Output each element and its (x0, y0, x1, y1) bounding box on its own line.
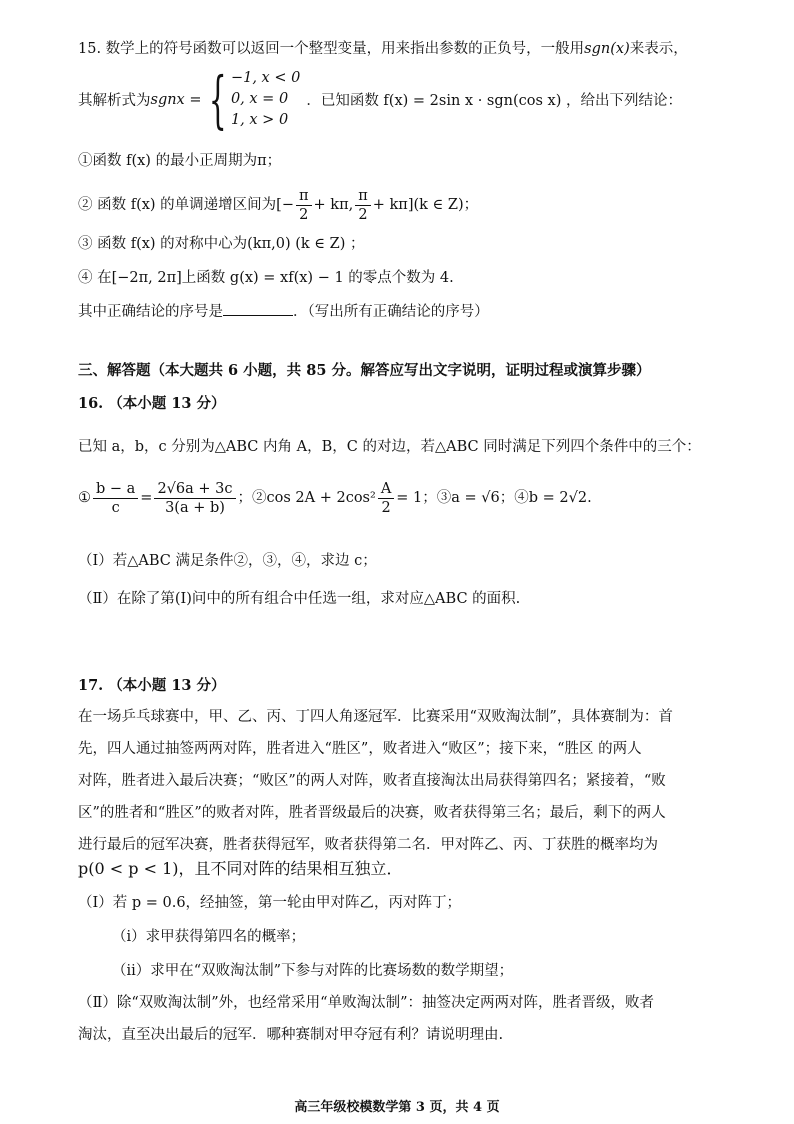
q15-sgn-symbol: sgn(x) (584, 41, 630, 57)
left-brace-icon: { (208, 62, 227, 136)
q16-part2: （Ⅱ）在除了第(Ⅰ)问中的所有组合中任选一组，求对应△ABC 的面积. (78, 591, 521, 607)
q16-cond2-fraction: $\frac{A}{2}$ (378, 480, 394, 517)
q15-case1: −1, x < 0 (230, 70, 301, 86)
q17-part2-line2: 淘汰，直至决出最后的冠军．哪种赛制对甲夺冠有利？请说明理由. (78, 1027, 504, 1043)
q15-definition (78, 62, 682, 138)
q16-title: 16. （本小题 13 分） (78, 395, 226, 412)
q15-ask-end: ．（写出所有正确结论的序号） (293, 304, 489, 320)
q15-pi-over-2-second: $\frac{\pi}{2}$ (355, 187, 371, 224)
q15-c2-part3: + kπ](k ∈ Z)； (372, 197, 479, 213)
section3-heading: 三、解答题（本大题共 6 小题，共 85 分。解答应写出文字说明，证明过程或演算步骤） (78, 362, 651, 379)
q15-conclusion2 (78, 186, 734, 224)
q15-conclusion4: ④ 在[−2π, 2π]上函数 g(x) = xf(x) − 1 的零点个数为 4. (78, 270, 454, 286)
q15-pi-over-2-first: $\frac{\pi}{2}$ (296, 187, 312, 224)
q15-conclusion1: ①函数 f(x) 的最小正周期为π； (78, 153, 282, 169)
q15-ask (78, 301, 734, 323)
q17-title: 17. （本小题 13 分） (78, 677, 226, 694)
q15-c2-part2: + kπ, (313, 197, 354, 213)
answer-blank[interactable] (223, 301, 293, 316)
q16-cond1-label: ① (78, 490, 91, 506)
q16-cond2-part2: = 1；③a = √6；④b = 2√2. (396, 490, 592, 506)
q17-line1: 在一场乒乓球赛中，甲、乙、丙、丁四人角逐冠军．比赛采用“双败淘汰制”，具体赛制为：首 (78, 709, 673, 725)
q15-c2-part1: ② 函数 f(x) 的单调递增区间为[− (78, 197, 294, 213)
q15-conclusion3: ③ 函数 f(x) 的对称中心为(kπ,0) (k ∈ Z) ； (78, 236, 365, 252)
q16-conditions (78, 478, 734, 518)
q17-line3: 对阵，胜者进入最后决赛；“败区”的两人对阵，败者直接淘汰出局获得第四名；紧接着，“败 (78, 773, 666, 789)
q16-part1: （Ⅰ）若△ABC 满足条件②，③，④，求边 c； (78, 553, 377, 569)
q15-given: ．已知函数 f(x) = 2sin x · sgn(cos x) ，给出下列结论： (306, 93, 682, 109)
q17-part1: （Ⅰ）若 p = 0.6，经抽签，第一轮由甲对阵乙，丙对阵丁； (78, 895, 462, 911)
q16-stem: 已知 a，b，c 分别为△ABC 内角 A，B，C 的对边，若△ABC 同时满足下列四个条件中的三个： (78, 439, 701, 455)
q15-cases (231, 68, 300, 131)
q16-cond1-right-fraction: $\frac{2√6a + 3c}{3(a + b)}$ (154, 480, 235, 517)
q16-cond1-left-fraction: $\frac{b - a}{c}$ (93, 480, 138, 517)
q16-cond2-part1: ；②cos 2A + 2cos² (237, 490, 376, 506)
q15-sgnx: sgnx = (150, 91, 202, 108)
q17-line2: 先，四人通过抽签两两对阵，胜者进入“胜区”，败者进入“败区”；接下来，“胜区 的两人 (78, 741, 642, 757)
q16-cond1-equals: = (140, 490, 153, 506)
q15-ask-text: 其中正确结论的序号是 (78, 304, 223, 320)
q15-line1 (78, 38, 734, 60)
q17-part1-ii: （ⅱ）求甲在“双败淘汰制”下参与对阵的比赛场数的数学期望； (112, 963, 514, 979)
q17-part2-line1: （Ⅱ）除“双败淘汰制”外，也经常采用“单败淘汰制”：抽签决定两两对阵，胜者晋级，败者 (78, 995, 655, 1011)
q15-intro: 其解析式为 (78, 93, 151, 109)
q17-line5: 进行最后的冠军决赛，胜者获得冠军，败者获得第二名．甲对阵乙、丙、丁获胜的概率均为 (78, 837, 658, 853)
q15-line1-end: 来表示， (629, 41, 688, 57)
q17-line6: p(0 < p < 1)，且不同对阵的结果相互独立． (78, 859, 403, 878)
q15-case2: 0, x = 0 (230, 91, 289, 107)
q15-case3: 1, x > 0 (230, 112, 289, 128)
q17-line4: 区”的胜者和“胜区”的败者对阵，胜者晋级最后的决赛，败者获得第三名；最后，剩下的两人 (78, 805, 666, 821)
q15-line1-text: 15. 数学上的符号函数可以返回一个整型变量，用来指出参数的正负号，一般用 (78, 41, 585, 57)
q17-part1-i: （ⅰ）求甲获得第四名的概率； (112, 929, 306, 945)
page-footer: 高三年级校模数学第 3 页，共 4 页 (294, 1100, 500, 1115)
